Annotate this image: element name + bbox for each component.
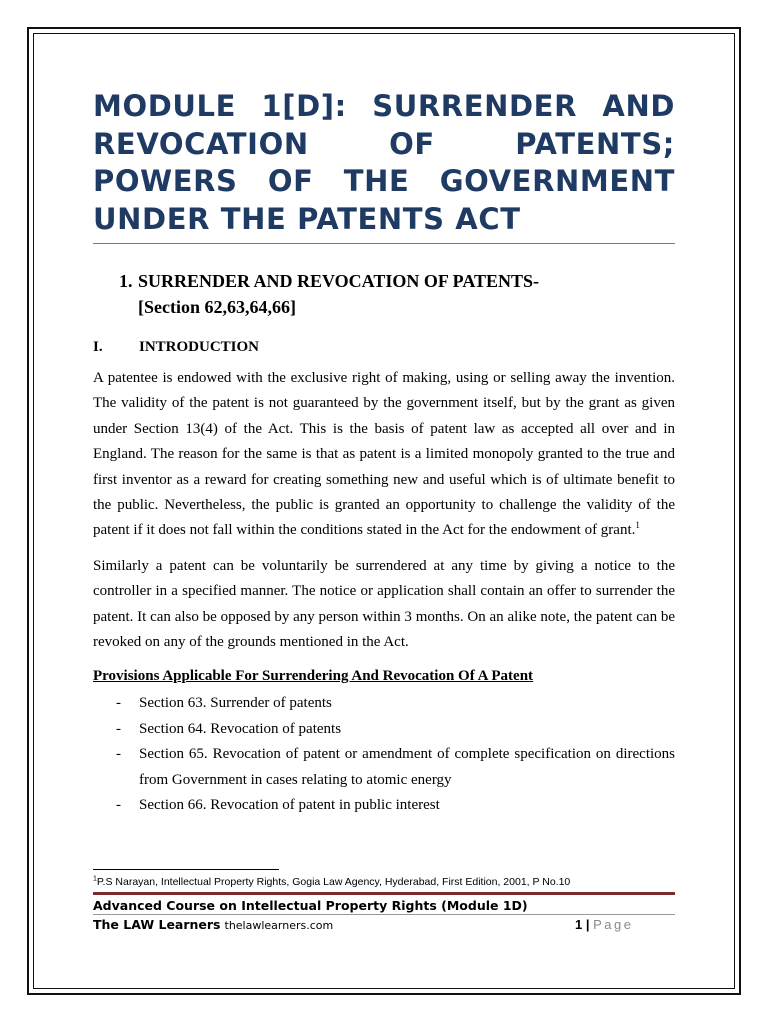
footer-rule — [93, 914, 675, 915]
subsection-heading — [93, 339, 675, 356]
list-bullet: - — [116, 797, 121, 814]
list-item — [93, 691, 675, 716]
list-item-text: Section 65. Revocation of patent or amendment of complete specification on directions from Government in cases relating to atomic energy — [139, 746, 675, 788]
footer-org-name: The LAW Learners — [93, 917, 221, 932]
section-number: 1. — [119, 271, 133, 291]
section-heading — [119, 268, 675, 320]
list-bullet: - — [116, 746, 121, 763]
subsection-number: I. — [93, 339, 103, 355]
footer-page-number — [575, 917, 634, 932]
section-title-line2: [Section 62,63,64,66] — [138, 297, 296, 317]
list-item-text: Section 63. Surrender of patents — [139, 695, 332, 712]
page-content — [93, 88, 675, 819]
footer-course-title: Advanced Course on Intellectual Property Rights (Module 1D) — [93, 898, 528, 913]
list-item-text: Section 64. Revocation of patents — [139, 720, 342, 737]
footer-org — [93, 917, 333, 932]
page-separator: | — [585, 917, 590, 932]
module-title: MODULE 1[D]: SURRENDER AND REVOCATION OF PATENTS; POWERS OF THE GOVERNMENT UNDER THE PATENTS ACT — [93, 88, 675, 244]
footnote-text: P.S Narayan, Intellectual Property Rights, Gogia Law Agency, Hyderabad, First Edition, 2001, P No.10 — [96, 876, 571, 888]
page-word: Page — [593, 917, 634, 932]
section-title — [138, 268, 539, 320]
list-bullet: - — [116, 695, 121, 712]
list-item — [93, 717, 675, 742]
section-title-line1: SURRENDER AND REVOCATION OF PATENTS- — [138, 271, 540, 291]
subsection-title: INTRODUCTION — [139, 339, 260, 355]
footer-site-link[interactable]: thelawlearners.com — [224, 919, 334, 932]
list-bullet: - — [116, 720, 121, 737]
provisions-list — [93, 691, 675, 818]
provisions-heading: Provisions Applicable For Surrendering And Revocation Of A Patent — [93, 668, 534, 685]
paragraph-1-text: A patentee is endowed with the exclusive right of making, using or selling away the invention. The validity of the patent is not guaranteed by the government itself, but by the grant as given under Section 13(4) of the Act. This is the basis of patent law as accepted all over and in England. The reason for the same is that as patent is a limited monopoly granted to the true and first inventor as a reward for creating something new and useful which is of ultimate benefit to the public. Nevertheless, the public is granted an opportunity to challenge the validity of the patent if it does not fall within the conditions stated in the Act for the endowment of grant. — [93, 370, 675, 539]
paragraph-surrender: Similarly a patent can be voluntarily be surrendered at any time by giving a notice to the controller in a specified manner. The notice or application shall contain an offer to surrender the patent. It can also be opposed by any person within 3 months. On an alike note, the patent can be revoked on any of the grounds mentioned in the Act. — [93, 557, 675, 651]
footnote-reference[interactable]: 1 — [635, 520, 640, 531]
footnote — [93, 876, 570, 888]
page-number: 1 — [575, 917, 583, 932]
list-item — [93, 742, 675, 793]
list-item — [93, 793, 675, 818]
paragraph-introduction — [93, 366, 675, 544]
footnote-mark: 1 — [93, 875, 97, 883]
list-item-text: Section 66. Revocation of patent in public interest — [139, 797, 440, 814]
footer-divider-bar — [93, 892, 675, 895]
footnote-separator — [93, 869, 279, 870]
